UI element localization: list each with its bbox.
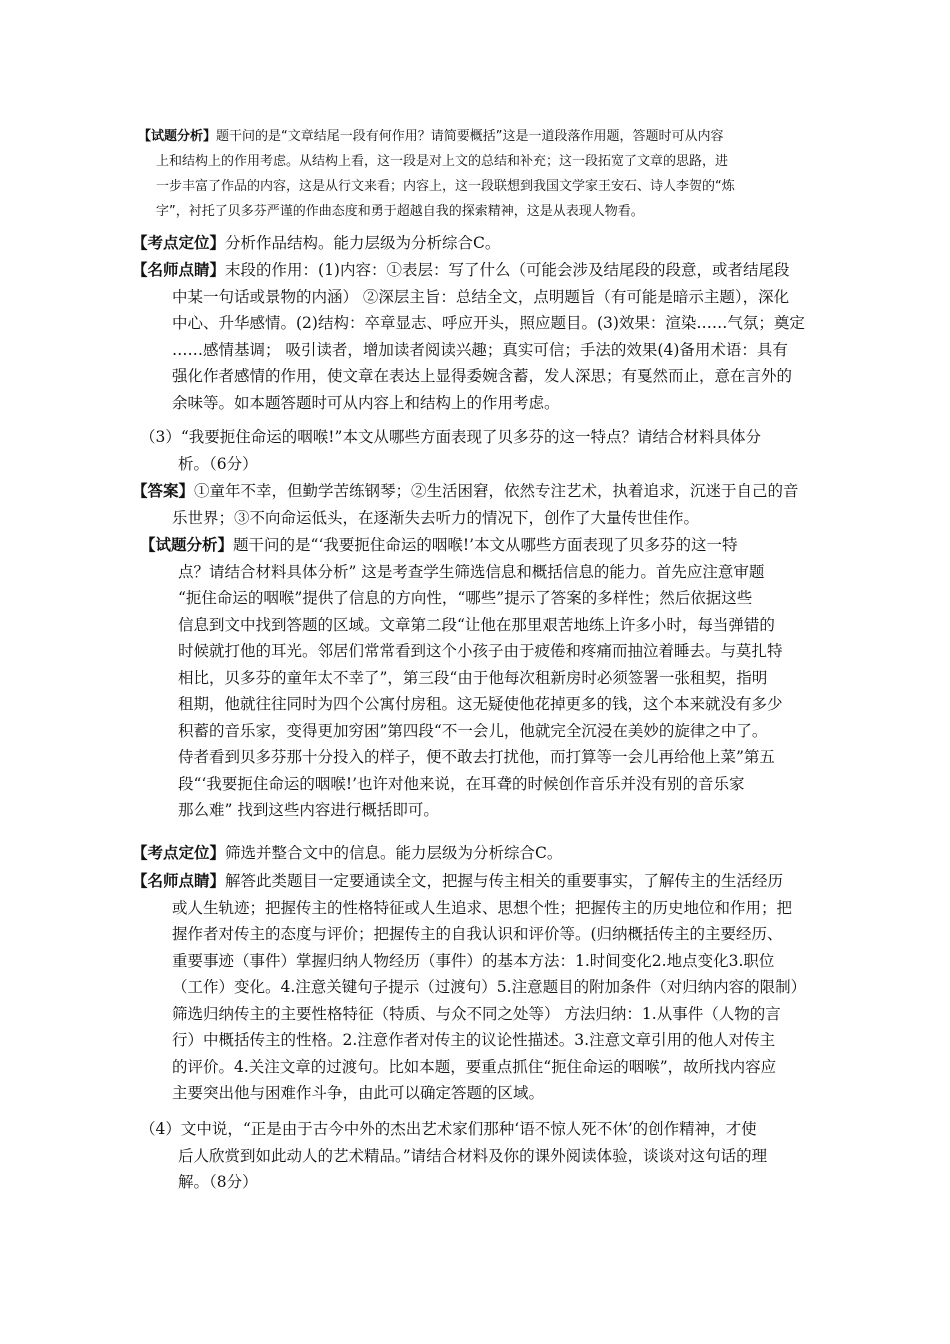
question-line: 解。（8分） <box>178 1173 258 1191</box>
analysis-line: 时候就打他的耳光。邻居们常常看到这个小孩子由于疲倦和疼痛而抽泣着睡去。与莫扎特 <box>178 642 783 660</box>
question-line: （4）文中说，“正是由于古今中外的杰出艺术家们那种‘语不惊人死不休’的创作精神，才使 <box>140 1120 757 1138</box>
mingshi-line: 余味等。如本题答题时可从内容上和结构上的作用考虑。 <box>172 393 560 412</box>
question-3 <box>140 424 830 477</box>
mingshi-line: 末段的作用：(1)内容：①表层：写了什么（可能会涉及结尾段的段意，或者结尾段 <box>225 261 790 279</box>
mingshi-line: 中某一句话或景物的内涵） ②深层主旨：总结全文，点明题旨（有可能是暗示主题），深化 <box>172 287 790 306</box>
analysis-line: 那么难” 找到这些内容进行概括即可。 <box>178 801 439 819</box>
kaodian-1 <box>132 230 822 257</box>
mingshi-line: 主要突出他与困难作斗争，由此可以确定答题的区域。 <box>172 1084 545 1102</box>
answer <box>132 478 822 531</box>
analysis-line: 题干问的是“‘我要扼住命运的咽喉!’本文从哪些方面表现了贝多芬的这一特 <box>233 536 738 554</box>
mingshi-line: （工作）变化。4.注意关键句子提示（过渡句）5.注意题目的附加条件（对归纳内容的限制） <box>172 978 807 996</box>
question-line: 析。（6分） <box>178 454 258 473</box>
analysis-line: 点？请结合材料具体分析” 这是考查学生筛选信息和概括信息的能力。首先应注意审题 <box>178 562 765 581</box>
mingshi-line: 筛选归纳传主的主要性格特征（特质、与众不同之处等） 方法归纳：1.从事件（人物的言 <box>172 1004 781 1023</box>
mingshi-tag: 【名师点睛】 <box>132 260 226 279</box>
mingshi-line: 中心、升华感情。(2)结构：卒章显志、呼应开头，照应题目。(3)效果：渲染……气氛；奠定 <box>172 314 805 332</box>
intro-line: 一步丰富了作品的内容，这是从行文来看；内容上，这一段联想到我国文学家王安石、诗人李贺的“炼 <box>156 179 735 194</box>
analysis-line: “扼住命运的咽喉”提供了信息的方向性，“哪些”提示了答案的多样性；然后依据这些 <box>178 589 753 607</box>
mingshi-line: 重要事迹（事件）掌握归纳人物经历（事件）的基本方法：1.时间变化2.地点变化3.职位 <box>172 951 775 970</box>
analysis-line: 积蓄的音乐家，变得更加穷困”第四段“不一会儿，他就完全沉浸在美妙的旋律之中了。 <box>178 721 768 740</box>
analysis-line: 段“‘我要扼住命运的咽喉!’也许对他来说，在耳聋的时候创作音乐并没有别的音乐家 <box>178 774 745 793</box>
answer-tag: 【答案】 <box>132 481 195 500</box>
kaodian-tag: 【考点定位】 <box>132 843 226 862</box>
kaodian-text: 筛选并整合文中的信息。能力层级为分析综合C。 <box>225 844 563 862</box>
mingshi-2 <box>132 868 822 1107</box>
mingshi-1 <box>132 257 822 416</box>
question-4 <box>140 1116 830 1196</box>
question-line: （3）“我要扼住命运的咽喉!”本文从哪些方面表现了贝多芬的这一特点？请结合材料具体分 <box>140 428 761 446</box>
analysis-line: 侍者看到贝多芬那十分投入的样子，便不敢去打扰他，而打算等一会儿再给他上菜”第五 <box>178 748 775 766</box>
answer-line: ①童年不幸，但勤学苦练钢琴；②生活困窘，依然专注艺术，执着追求，沉迷于自己的音 <box>194 482 799 500</box>
kaodian-text: 分析作品结构。能力层级为分析综合C。 <box>225 234 501 252</box>
intro-line: 字”，衬托了贝多芬严谨的作曲态度和勇于超越自我的探索精神，这是从表现人物看。 <box>156 204 644 219</box>
mingshi-line: 解答此类题目一定要通读全文，把握与传主相关的重要事实，了解传主的生活经历 <box>225 872 784 890</box>
answer-line: 乐世界；③不向命运低头，在逐渐失去听力的情况下，创作了大量传世佳作。 <box>172 508 700 527</box>
mingshi-line: 握作者对传主的态度与评价；把握传主的自我认识和评价等。(归纳概括传主的主要经历、 <box>172 925 783 943</box>
kaodian-tag: 【考点定位】 <box>132 233 226 252</box>
analysis-line: 相比，贝多芬的童年太不幸了”，第三段“由于他每次租新房时必须签署一张租契，指明 <box>178 668 768 687</box>
mingshi-tag: 【名师点睛】 <box>132 871 226 890</box>
intro-line: 上和结构上的作用考虑。从结构上看，这一段是对上文的总结和补充；这一段拓宽了文章的思路，进 <box>156 154 729 169</box>
intro-line: 题干问的是“文章结尾一段有何作用？请简要概括”这是一道段落作用题，答题时可从内容 <box>216 129 724 144</box>
intro-analysis <box>138 124 735 224</box>
mingshi-line: 强化作者感情的作用，使文章在表达上显得委婉含蓄，发人深思；有戛然而止，意在言外的 <box>172 367 793 385</box>
question-line: 后人欣赏到如此动人的艺术精品。”请结合材料及你的课外阅读体验，谈谈对这句话的理 <box>178 1146 768 1165</box>
mingshi-line: 行）中概括传主的性格。2.注意作者对传主的议论性描述。3.注意文章引用的他人对传主 <box>172 1031 776 1049</box>
kaodian-2 <box>132 840 822 867</box>
mingshi-line: 的评价。4.关注文章的过渡句。比如本题，要重点抓住“扼住命运的咽喉”，故所找内容应 <box>172 1057 777 1076</box>
analysis-line: 信息到文中找到答题的区域。文章第二段“让他在那里艰苦地练上许多小时，每当弹错的 <box>178 615 775 634</box>
mingshi-line: ……感情基调； 吸引读者，增加读者阅读兴趣；真实可信；手法的效果(4)备用术语：具有 <box>172 340 788 359</box>
mingshi-line: 或人生轨迹；把握传主的性格特征或人生追求、思想个性；把握传主的历史地位和作用；把 <box>172 898 793 917</box>
analysis-tag: 【试题分析】 <box>140 535 234 554</box>
analysis <box>140 532 830 824</box>
intro-tag: 【试题分析】 <box>138 129 217 144</box>
analysis-line: 租期，他就往往同时为四个公寓付房租。这无疑使他花掉更多的钱，这个本来就没有多少 <box>178 695 783 713</box>
